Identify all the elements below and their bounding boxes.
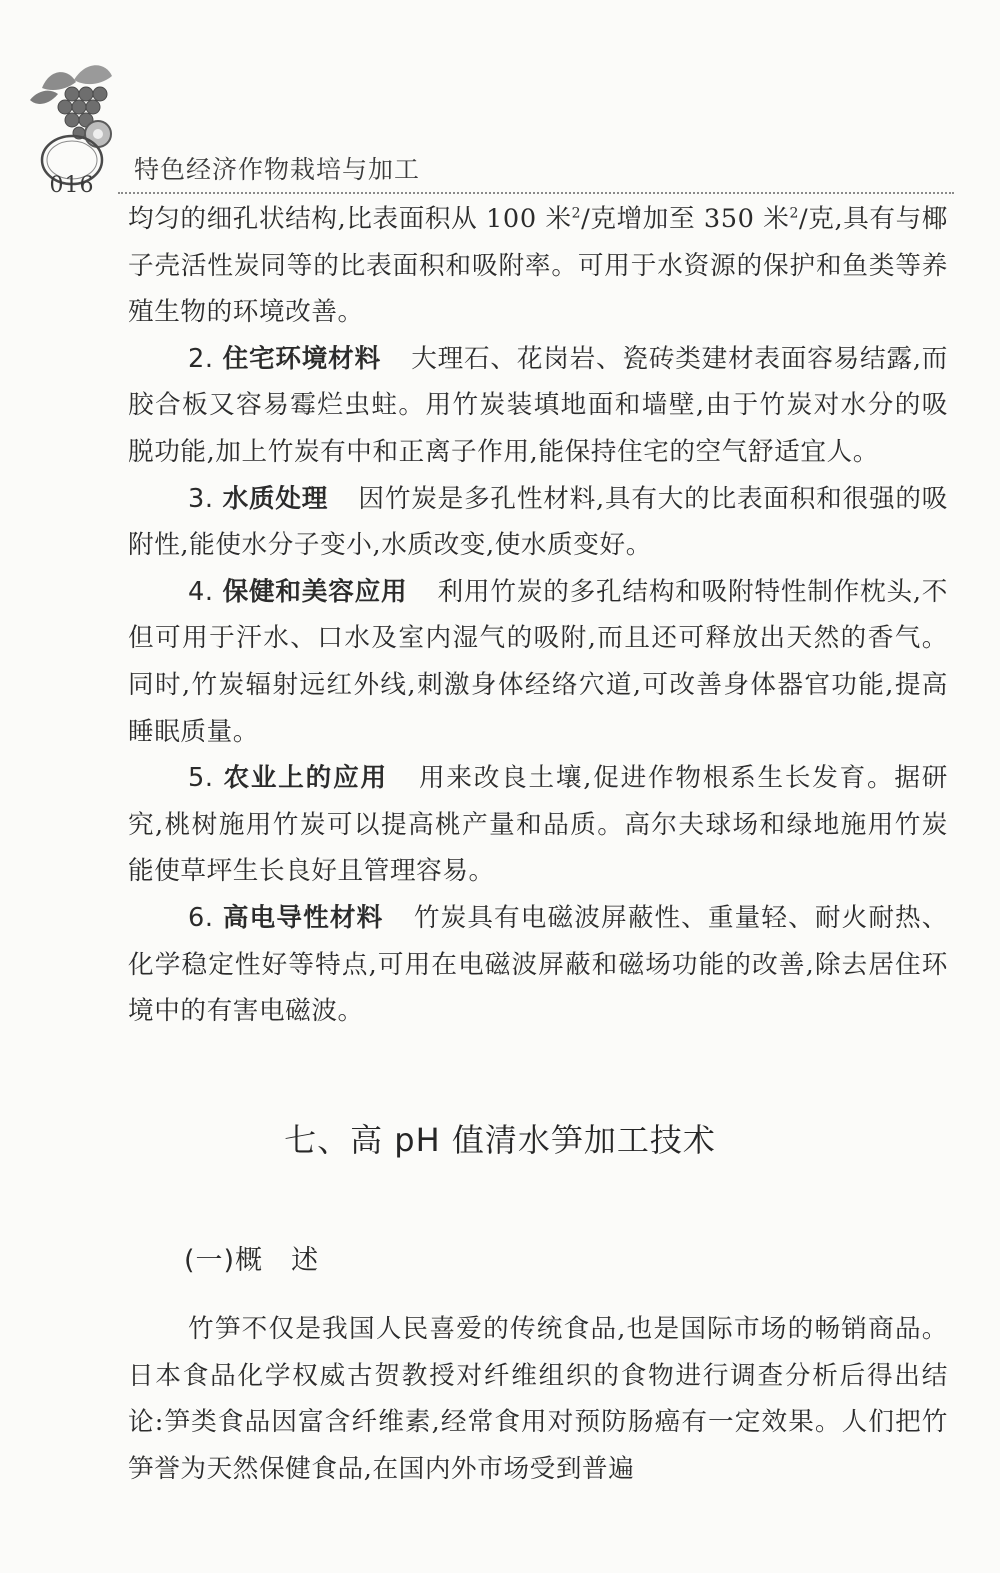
list-item xyxy=(128,569,948,755)
page-header xyxy=(0,40,1000,198)
item-text: 竹炭具有电磁波屏蔽性、重量轻、耐火耐热、化学稳定性好等特点,可用在电磁波屏蔽和磁场功能的改善,除去居住环境中的有害电磁波。 xyxy=(128,902,948,1027)
item-text: 利用竹炭的多孔结构和吸附特性制作枕头,不但可用于汗水、口水及室内湿气的吸附,而且还可释放出天然的香气。同时,竹炭辐射远红外线,刺激身体经络穴道,可改善身体器官功能,提高睡眠质量。 xyxy=(128,576,948,747)
item-title: 住宅环境材料 xyxy=(222,343,381,374)
item-number: 3. xyxy=(188,483,214,514)
list-item xyxy=(128,755,948,895)
item-title: 水质处理 xyxy=(222,483,329,514)
intro-paragraph xyxy=(128,196,948,336)
sub-heading xyxy=(184,1238,319,1277)
item-number: 6. xyxy=(188,902,214,933)
intro-text-part: /克增加至 350 米 xyxy=(581,204,790,234)
item-text: 用来改良土壤,促进作物根系生长发育。据研究,桃树施用竹炭可以提高桃产量和品质。高尔夫球场和绿地施用竹炭能使草坪生长良好且管理容易。 xyxy=(128,763,948,887)
item-number: 5. xyxy=(188,763,214,794)
section-body-text xyxy=(128,1306,948,1492)
main-body-text xyxy=(128,196,948,1035)
list-item xyxy=(128,476,948,569)
item-text: 大理石、花岗岩、瓷砖类建材表面容易结露,而胶合板又容易霉烂虫蛀。用竹炭装填地面和墙壁,由于竹炭对水分的吸脱功能,加上竹炭有中和正离子作用,能保持住宅的空气舒适宜人。 xyxy=(128,343,948,467)
superscript: 2 xyxy=(789,205,800,222)
header-dotted-rule xyxy=(118,192,954,194)
list-item xyxy=(128,336,948,476)
sub-heading-part: (一)概 xyxy=(184,1245,264,1276)
sub-heading-part: 述 xyxy=(291,1245,320,1276)
running-header-title: 特色经济作物栽培与加工 xyxy=(134,155,421,184)
list-item xyxy=(128,895,948,1035)
page-number: 016 xyxy=(49,173,95,198)
item-title: 高电导性材料 xyxy=(222,902,384,933)
intro-text-part: /克,具有与椰子壳活性炭同等的比表面积和吸附率。可用于水资源的保护和鱼类等养殖生物的环境改善。 xyxy=(128,204,948,328)
item-number: 4. xyxy=(188,576,214,607)
item-title: 农业上的应用 xyxy=(223,763,388,794)
item-title: 保健和美容应用 xyxy=(222,576,408,607)
superscript: 2 xyxy=(571,205,582,222)
item-number: 2. xyxy=(188,343,214,374)
section-paragraph: 竹笋不仅是我国人民喜爱的传统食品,也是国际市场的畅销商品。日本食品化学权威古贺教授对纤维组织的食物进行调查分析后得出结论:笋类食品因富含纤维素,经常食用对预防肠癌有一定效果。人们把竹笋誉为天然保健食品,在国内外市场受到普遍 xyxy=(128,1314,948,1484)
section-heading: 七、高 pH 值清水笋加工技术 xyxy=(284,1121,716,1159)
intro-text-part: 均匀的细孔状结构,比表面积从 100 米 xyxy=(128,204,572,234)
item-text: 因竹炭是多孔性材料,具有大的比表面积和很强的吸附性,能使水分子变小,水质改变,使水质变好。 xyxy=(128,483,949,561)
